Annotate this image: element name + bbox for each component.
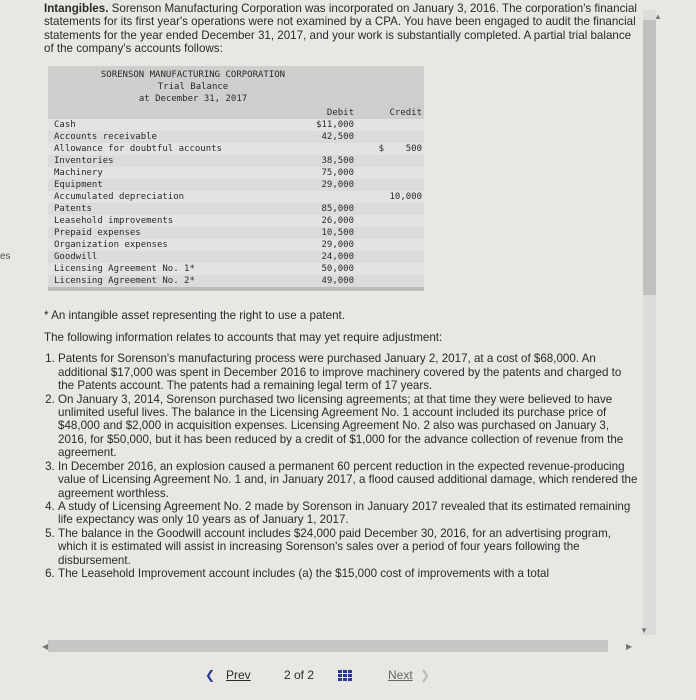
debit-cell — [284, 143, 354, 155]
adjustment-item: 5. The balance in the Goodwill account includes $24,000 paid December 30, 2016, for an advertising program, which it is estimated will assist in increasing Sorenson's sales over a period of four years following the disbursement. — [58, 527, 640, 567]
prev-link[interactable]: Prev — [226, 668, 251, 682]
table-row — [48, 131, 424, 143]
table-row — [48, 143, 424, 155]
statement-date: at December 31, 2017 — [138, 93, 248, 104]
intro-text: Sorenson Manufacturing Corporation was incorporated on January 3, 2016. The corporation's financial statements for its first year's operations were not examined by a CPA. You have been engaged to audit the financial statements for the year ended December 31, 2017, and your work is substantially completed. A partial trial balance of the company's accounts follows: — [44, 2, 637, 56]
account-cell: Equipment — [54, 179, 103, 190]
cropped-edge-text: es — [0, 251, 11, 262]
debit-cell — [284, 191, 354, 203]
adjustment-list — [44, 352, 640, 580]
lead-paragraph: The following information relates to accounts that may yet require adjustment: — [44, 331, 443, 345]
account-cell: Accumulated depreciation — [54, 191, 185, 202]
account-cell: Licensing Agreement No. 2* — [54, 275, 195, 286]
debit-cell: 49,000 — [321, 275, 354, 286]
statement-title: Trial Balance — [157, 81, 229, 92]
table-row — [48, 227, 424, 239]
debit-cell: 38,500 — [321, 155, 354, 166]
table-header — [48, 66, 424, 119]
debit-cell: 24,000 — [321, 251, 354, 262]
table-row — [48, 119, 424, 131]
grid-icon[interactable] — [338, 670, 352, 681]
page-indicator: 2 of 2 — [284, 668, 315, 682]
scroll-down-arrow-icon[interactable]: ▼ — [640, 626, 648, 635]
account-cell: Inventories — [54, 155, 114, 166]
credit-cell — [354, 179, 422, 191]
credit-cell — [354, 275, 422, 287]
credit-cell — [354, 263, 422, 275]
company-name: SORENSON MANUFACTURING CORPORATION — [100, 69, 286, 80]
scroll-left-arrow-icon[interactable]: ◀ — [42, 642, 49, 651]
credit-cell — [354, 215, 422, 227]
adjustment-item: 2. On January 3, 2014, Sorenson purchased two licensing agreements; at that time they were believed to have unlimited useful lives. The balance in the Licensing Agreement No. 1 account included its purchase price of $48,000 and $2,000 in acquisition expenses. Licensing Agreement No. 2 also was purchased on January 3, 2016, for $50,000, but it has been reduced by a credit of $1,000 for the advance collection of revenue from the agreement. — [58, 393, 640, 460]
next-icon[interactable]: ❯ — [420, 668, 431, 682]
account-cell: Prepaid expenses — [54, 227, 141, 238]
account-cell: Licensing Agreement No. 1* — [54, 263, 195, 274]
vertical-scrollbar[interactable] — [643, 10, 656, 635]
debit-header: Debit — [326, 107, 354, 118]
account-cell: Allowance for doubtful accounts — [54, 143, 222, 154]
credit-cell — [354, 239, 422, 251]
table-row — [48, 179, 424, 191]
account-cell: Goodwill — [54, 251, 98, 262]
scroll-up-arrow-icon[interactable]: ▲ — [654, 12, 662, 21]
prev-icon[interactable]: ❮ — [205, 668, 216, 682]
table-body — [48, 119, 424, 287]
debit-cell: 10,500 — [321, 227, 354, 238]
table-row — [48, 239, 424, 251]
debit-cell: 26,000 — [321, 215, 354, 226]
account-cell: Machinery — [54, 167, 103, 178]
account-cell: Accounts receivable — [54, 131, 157, 142]
question-content — [44, 2, 640, 580]
debit-cell: 29,000 — [321, 239, 354, 250]
next-link[interactable]: Next — [388, 668, 413, 682]
credit-cell — [354, 155, 422, 167]
credit-cell: 10,000 — [389, 191, 422, 202]
credit-cell — [354, 227, 422, 239]
debit-cell: 85,000 — [321, 203, 354, 214]
credit-cell — [354, 119, 422, 131]
adjustment-item: 1. Patents for Sorenson's manufacturing process were purchased January 2, 2017, at a cost of $68,000. An additional $17,000 was spent in December 2016 to improve machinery covered by the patents and charged to the Patents account. The patents had a remaining legal term of 17 years. — [58, 352, 640, 392]
account-cell: Leasehold improvements — [54, 215, 174, 226]
credit-cell: $ 500 — [378, 143, 422, 154]
table-row — [48, 251, 424, 263]
table-row — [48, 191, 424, 203]
credit-header: Credit — [389, 107, 422, 118]
intro-title: Intangibles. — [44, 2, 109, 15]
table-row — [48, 215, 424, 227]
trial-balance-table — [48, 66, 424, 291]
account-cell: Organization expenses — [54, 239, 168, 250]
table-row — [48, 155, 424, 167]
debit-cell: 42,500 — [321, 131, 354, 142]
intro-paragraph — [44, 2, 640, 56]
scroll-right-arrow-icon[interactable]: ▶ — [626, 642, 633, 651]
table-row — [48, 263, 424, 275]
credit-cell — [354, 131, 422, 143]
adjustment-item: 4. A study of Licensing Agreement No. 2 made by Sorenson in January 2017 revealed that its estimated remaining life expectancy was only 10 years as of January 1, 2017. — [58, 500, 640, 527]
adjustment-item: 3. In December 2016, an explosion caused a permanent 60 percent reduction in the expected revenue-producing value of Licensing Agreement No. 1 and, in January 2017, a flood caused additional damage, which rendered the agreement worthless. — [58, 460, 640, 500]
credit-cell — [354, 251, 422, 263]
debit-cell: 75,000 — [321, 167, 354, 178]
horizontal-scrollbar[interactable] — [48, 640, 608, 652]
account-cell: Patents — [54, 203, 92, 214]
debit-cell: $11,000 — [316, 119, 354, 130]
adjustment-item: 6. The Leasehold Improvement account includes (a) the $15,000 cost of improvements with a total — [58, 567, 640, 580]
scrollbar-thumb[interactable] — [643, 20, 656, 295]
credit-cell — [354, 203, 422, 215]
table-row — [48, 275, 424, 287]
table-row — [48, 167, 424, 179]
debit-cell: 50,000 — [321, 263, 354, 274]
table-row — [48, 203, 424, 215]
debit-cell: 29,000 — [321, 179, 354, 190]
footnote: * An intangible asset representing the right to use a patent. — [44, 308, 345, 322]
account-cell: Cash — [54, 119, 76, 130]
credit-cell — [354, 167, 422, 179]
